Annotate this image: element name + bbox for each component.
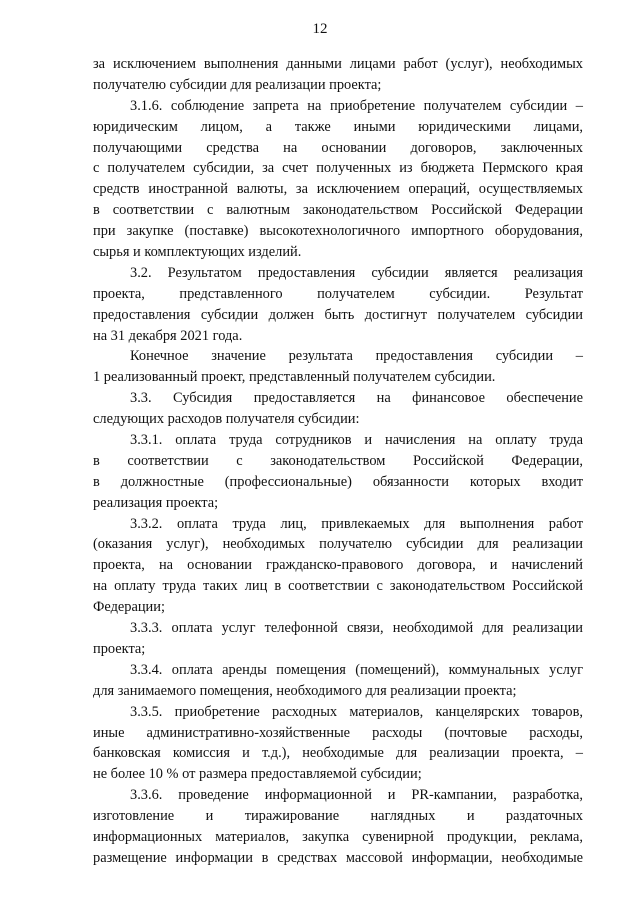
text-line: для занимаемого помещения, необходимого для реализации проекта; — [93, 682, 517, 699]
text-line: размещение информации в средствах массовой информации, необходимые — [93, 849, 583, 866]
page-number: 12 — [312, 21, 328, 37]
text-line: предоставления субсидии должен быть достигнут получателем субсидии — [93, 306, 583, 323]
text-line: юридическим лицом, а также иными юридическими лицами, — [93, 118, 583, 135]
document-body — [93, 54, 583, 869]
text-line: 3.3.1. оплата труда сотрудников и начисления на оплату труда — [130, 432, 583, 449]
text-line: 1 реализованный проект, представленный получателем субсидии. — [93, 369, 496, 386]
text-line: 3.3. Субсидия предоставляется на финансовое обеспечение — [130, 390, 583, 407]
text-line: проекта; — [93, 640, 146, 657]
text-line: следующих расходов получателя субсидии: — [93, 411, 360, 428]
text-line: Федерации; — [93, 599, 165, 616]
text-line: 3.1.6. соблюдение запрета на приобретение получателем субсидии – — [130, 97, 583, 114]
text-line: 3.3.4. оплата аренды помещения (помещений), коммунальных услуг — [130, 661, 583, 678]
text-line: 3.3.5. приобретение расходных материалов, канцелярских товаров, — [130, 703, 583, 720]
text-line: в соответствии с законодательством Российской Федерации, — [93, 452, 583, 469]
text-line: на 31 декабря 2021 года. — [93, 327, 243, 344]
text-line: Конечное значение результата предоставления субсидии – — [130, 348, 583, 365]
text-line: на оплату труда таких лиц в соответствии с законодательством Российской — [93, 578, 583, 595]
text-line: проекта, на основании гражданско-правового договора, и начислений — [93, 557, 583, 574]
text-line: изготовление и тиражирование наглядных и раздаточных — [93, 808, 583, 825]
text-line: с получателем субсидии, за счет полученных из бюджета Пермского края — [93, 160, 583, 177]
text-line: проекта, представленного получателем субсидии. Результат — [93, 285, 583, 302]
text-line: получающими средства на основании договоров, заключенных — [93, 139, 583, 156]
text-line: банковская комиссия и т.д.), необходимые для реализации проекта, – — [93, 745, 583, 762]
text-line: в соответствии с валютным законодательством Российской Федерации — [93, 202, 583, 219]
text-line: (оказания услуг), необходимых получателю субсидии для реализации — [93, 536, 583, 553]
text-line: средств иностранной валюты, за исключением операций, осуществляемых — [93, 181, 583, 198]
text-line: 3.3.2. оплата труда лиц, привлекаемых для выполнения работ — [130, 515, 583, 532]
text-line: информационных материалов, закупка сувенирной продукции, реклама, — [93, 828, 583, 845]
text-line: не более 10 % от размера предоставляемой субсидии; — [93, 766, 422, 783]
text-line: 3.3.6. проведение информационной и PR-кампании, разработка, — [130, 787, 583, 804]
text-line: реализация проекта; — [93, 494, 219, 511]
text-line: 3.3.3. оплата услуг телефонной связи, необходимой для реализации — [130, 620, 583, 637]
text-line: в должностные (профессиональные) обязанности которых входит — [93, 473, 583, 490]
text-line: иные административно-хозяйственные расходы (почтовые расходы, — [93, 724, 583, 741]
text-line: получателю субсидии для реализации проекта; — [93, 76, 382, 93]
text-line: за исключением выполнения данными лицами работ (услуг), необходимых — [93, 56, 583, 72]
text-line: 3.2. Результатом предоставления субсидии является реализация — [130, 264, 583, 281]
text-line: при закупке (поставке) высокотехнологичного импортного оборудования, — [93, 223, 583, 240]
text-line: сырья и комплектующих изделий. — [93, 244, 302, 261]
